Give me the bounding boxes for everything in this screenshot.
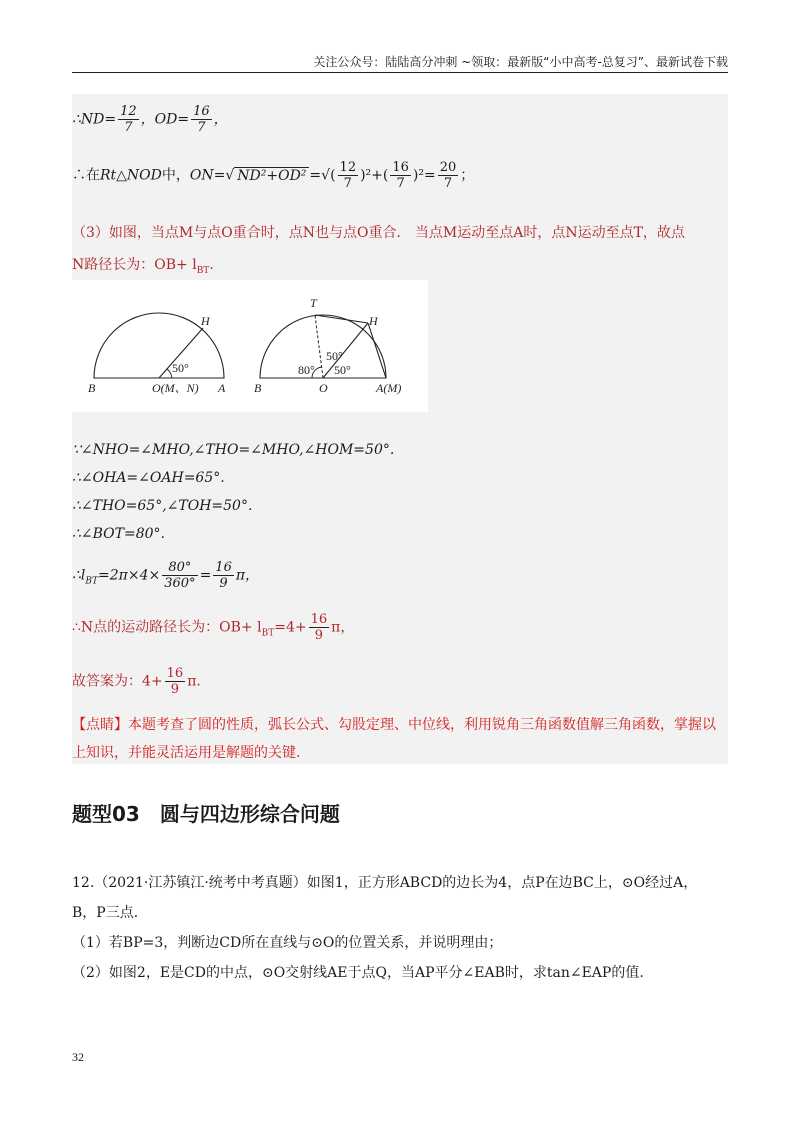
label-a: A(M) bbox=[376, 381, 402, 395]
denominator: 7 bbox=[197, 120, 206, 135]
page-header: 关注公众号：陆陆高分冲刺 ~领取：最新版“小中高考-总复习”、最新试卷下载 bbox=[72, 54, 728, 73]
denominator: 7 bbox=[443, 176, 453, 191]
text: π， bbox=[331, 619, 355, 636]
numerator: 16 bbox=[193, 104, 210, 119]
text: ON= bbox=[189, 167, 226, 184]
text: ，OD= bbox=[140, 111, 190, 128]
solution-line-3: （3）如图，当点M与点O重合时，点N也与点O重合． 当点M运动至点A时，点N运动至点T，故点 bbox=[72, 225, 685, 241]
label-h: H bbox=[201, 314, 210, 328]
text: ∴在 bbox=[72, 167, 100, 184]
denominator: 360° bbox=[164, 576, 196, 591]
label-o: O bbox=[319, 381, 328, 395]
fraction bbox=[165, 666, 186, 697]
step-2: ∴∠OHA=∠OAH=65°. bbox=[72, 470, 225, 486]
subscript: BT bbox=[261, 628, 275, 639]
solution-line-2: ∴在Rt△NOD中，ON=√ ND²+OD² =√( $\frac{12}{7}$ )²+( $\frac{16}{7}$ )²= $\frac{20}{7}$ ； bbox=[72, 160, 475, 191]
denominator: 9 bbox=[170, 682, 180, 697]
text: ∴l bbox=[72, 567, 86, 584]
numerator: 16 bbox=[392, 160, 409, 175]
text: = bbox=[309, 167, 322, 184]
text: ； bbox=[460, 167, 475, 184]
page-number: 32 bbox=[72, 1050, 84, 1064]
answer-line bbox=[72, 666, 201, 697]
text: = bbox=[424, 167, 436, 184]
text: π， bbox=[235, 567, 260, 584]
numerator: 20 bbox=[439, 160, 457, 175]
subscript: BT bbox=[196, 265, 210, 276]
comment-line-2: 上知识，并能灵活运用是解题的关键. bbox=[72, 745, 301, 761]
text: ， bbox=[213, 111, 228, 128]
step-4: ∴∠BOT=80°. bbox=[72, 526, 165, 542]
fraction bbox=[191, 104, 212, 135]
text: = bbox=[199, 567, 212, 584]
right-radius-ot bbox=[315, 315, 323, 378]
fraction bbox=[213, 560, 234, 591]
step-3: ∴∠THO=65°,∠TOH=50°. bbox=[72, 498, 253, 514]
denominator: 9 bbox=[314, 628, 323, 643]
fraction bbox=[390, 160, 411, 191]
fraction bbox=[338, 160, 359, 191]
right-chord-th bbox=[315, 315, 368, 323]
semicircle-diagrams bbox=[72, 280, 428, 412]
label-angle-50-bottom: 50° bbox=[334, 363, 351, 377]
numerator: 80° bbox=[162, 560, 197, 576]
text: 故答案为：4+ bbox=[72, 673, 163, 690]
denominator: 7 bbox=[396, 176, 405, 191]
fraction bbox=[162, 560, 197, 591]
step-1: ∵∠NHO=∠MHO,∠THO=∠MHO,∠HOM=50°. bbox=[72, 442, 395, 458]
label-b: B bbox=[254, 381, 262, 395]
label-angle-80: 80° bbox=[298, 363, 315, 377]
label-t: T bbox=[310, 296, 317, 310]
step-5 bbox=[72, 560, 259, 591]
label-a: A bbox=[218, 381, 226, 395]
problem-line-1: 12.（2021·江苏镇江·统考中考真题）如图1，正方形ABCD的边长为4，点P在边BC上，⊙O经过A， bbox=[72, 875, 698, 891]
fraction bbox=[118, 104, 139, 135]
label-h: H bbox=[369, 314, 378, 328]
sqrt-content: ND²+OD² bbox=[234, 167, 309, 184]
fraction bbox=[438, 160, 459, 191]
text: ∴ND= bbox=[72, 111, 117, 128]
numerator: 16 bbox=[215, 560, 232, 575]
numerator: 16 bbox=[166, 666, 184, 681]
numerator: 16 bbox=[310, 612, 328, 627]
problem-line-2: B，P三点． bbox=[72, 905, 148, 921]
text: N路径长为：OB+ l bbox=[72, 257, 197, 273]
section-title: 题型03 圆与四边形综合问题 bbox=[72, 802, 340, 826]
text: =4+ bbox=[274, 619, 307, 636]
denominator: 7 bbox=[343, 176, 352, 191]
fraction bbox=[309, 612, 330, 643]
denominator: 9 bbox=[219, 576, 228, 591]
text: Rt△NOD bbox=[100, 167, 162, 184]
text: 中， bbox=[161, 167, 190, 184]
label-b: B bbox=[88, 381, 96, 395]
text: =2π×4× bbox=[98, 567, 161, 584]
label-o: O(M、N) bbox=[152, 381, 199, 395]
numerator: 12 bbox=[339, 160, 357, 175]
numerator: 12 bbox=[120, 104, 137, 119]
text: ∴N点的运动路径长为：OB+ l bbox=[72, 619, 262, 636]
solution-line-1 bbox=[72, 104, 228, 135]
solution-panel bbox=[72, 94, 728, 764]
geometry-figure bbox=[72, 280, 428, 412]
right-chord-ha bbox=[368, 323, 386, 378]
text: . bbox=[209, 257, 214, 273]
label-angle-50: 50° bbox=[172, 361, 189, 375]
denominator: 7 bbox=[124, 120, 133, 135]
solution-line-4 bbox=[72, 254, 214, 276]
text: π. bbox=[187, 673, 201, 690]
text: + bbox=[371, 167, 383, 184]
problem-line-3: （1）若BP=3，判断边CD所在直线与⊙O的位置关系，并说明理由； bbox=[72, 935, 503, 951]
subscript: BT bbox=[85, 576, 99, 587]
label-angle-50-top: 50° bbox=[326, 349, 343, 363]
comment-line-1: 【点睛】本题考查了圆的性质，弧长公式、勾股定理、中位线，利用锐角三角函数值解三角函数，掌握以 bbox=[72, 717, 716, 733]
step-6 bbox=[72, 612, 354, 643]
problem-line-4: （2）如图2，E是CD的中点，⊙O交射线AE于点Q，当AP平分∠EAB时，求tan∠EAP的值. bbox=[72, 965, 644, 981]
